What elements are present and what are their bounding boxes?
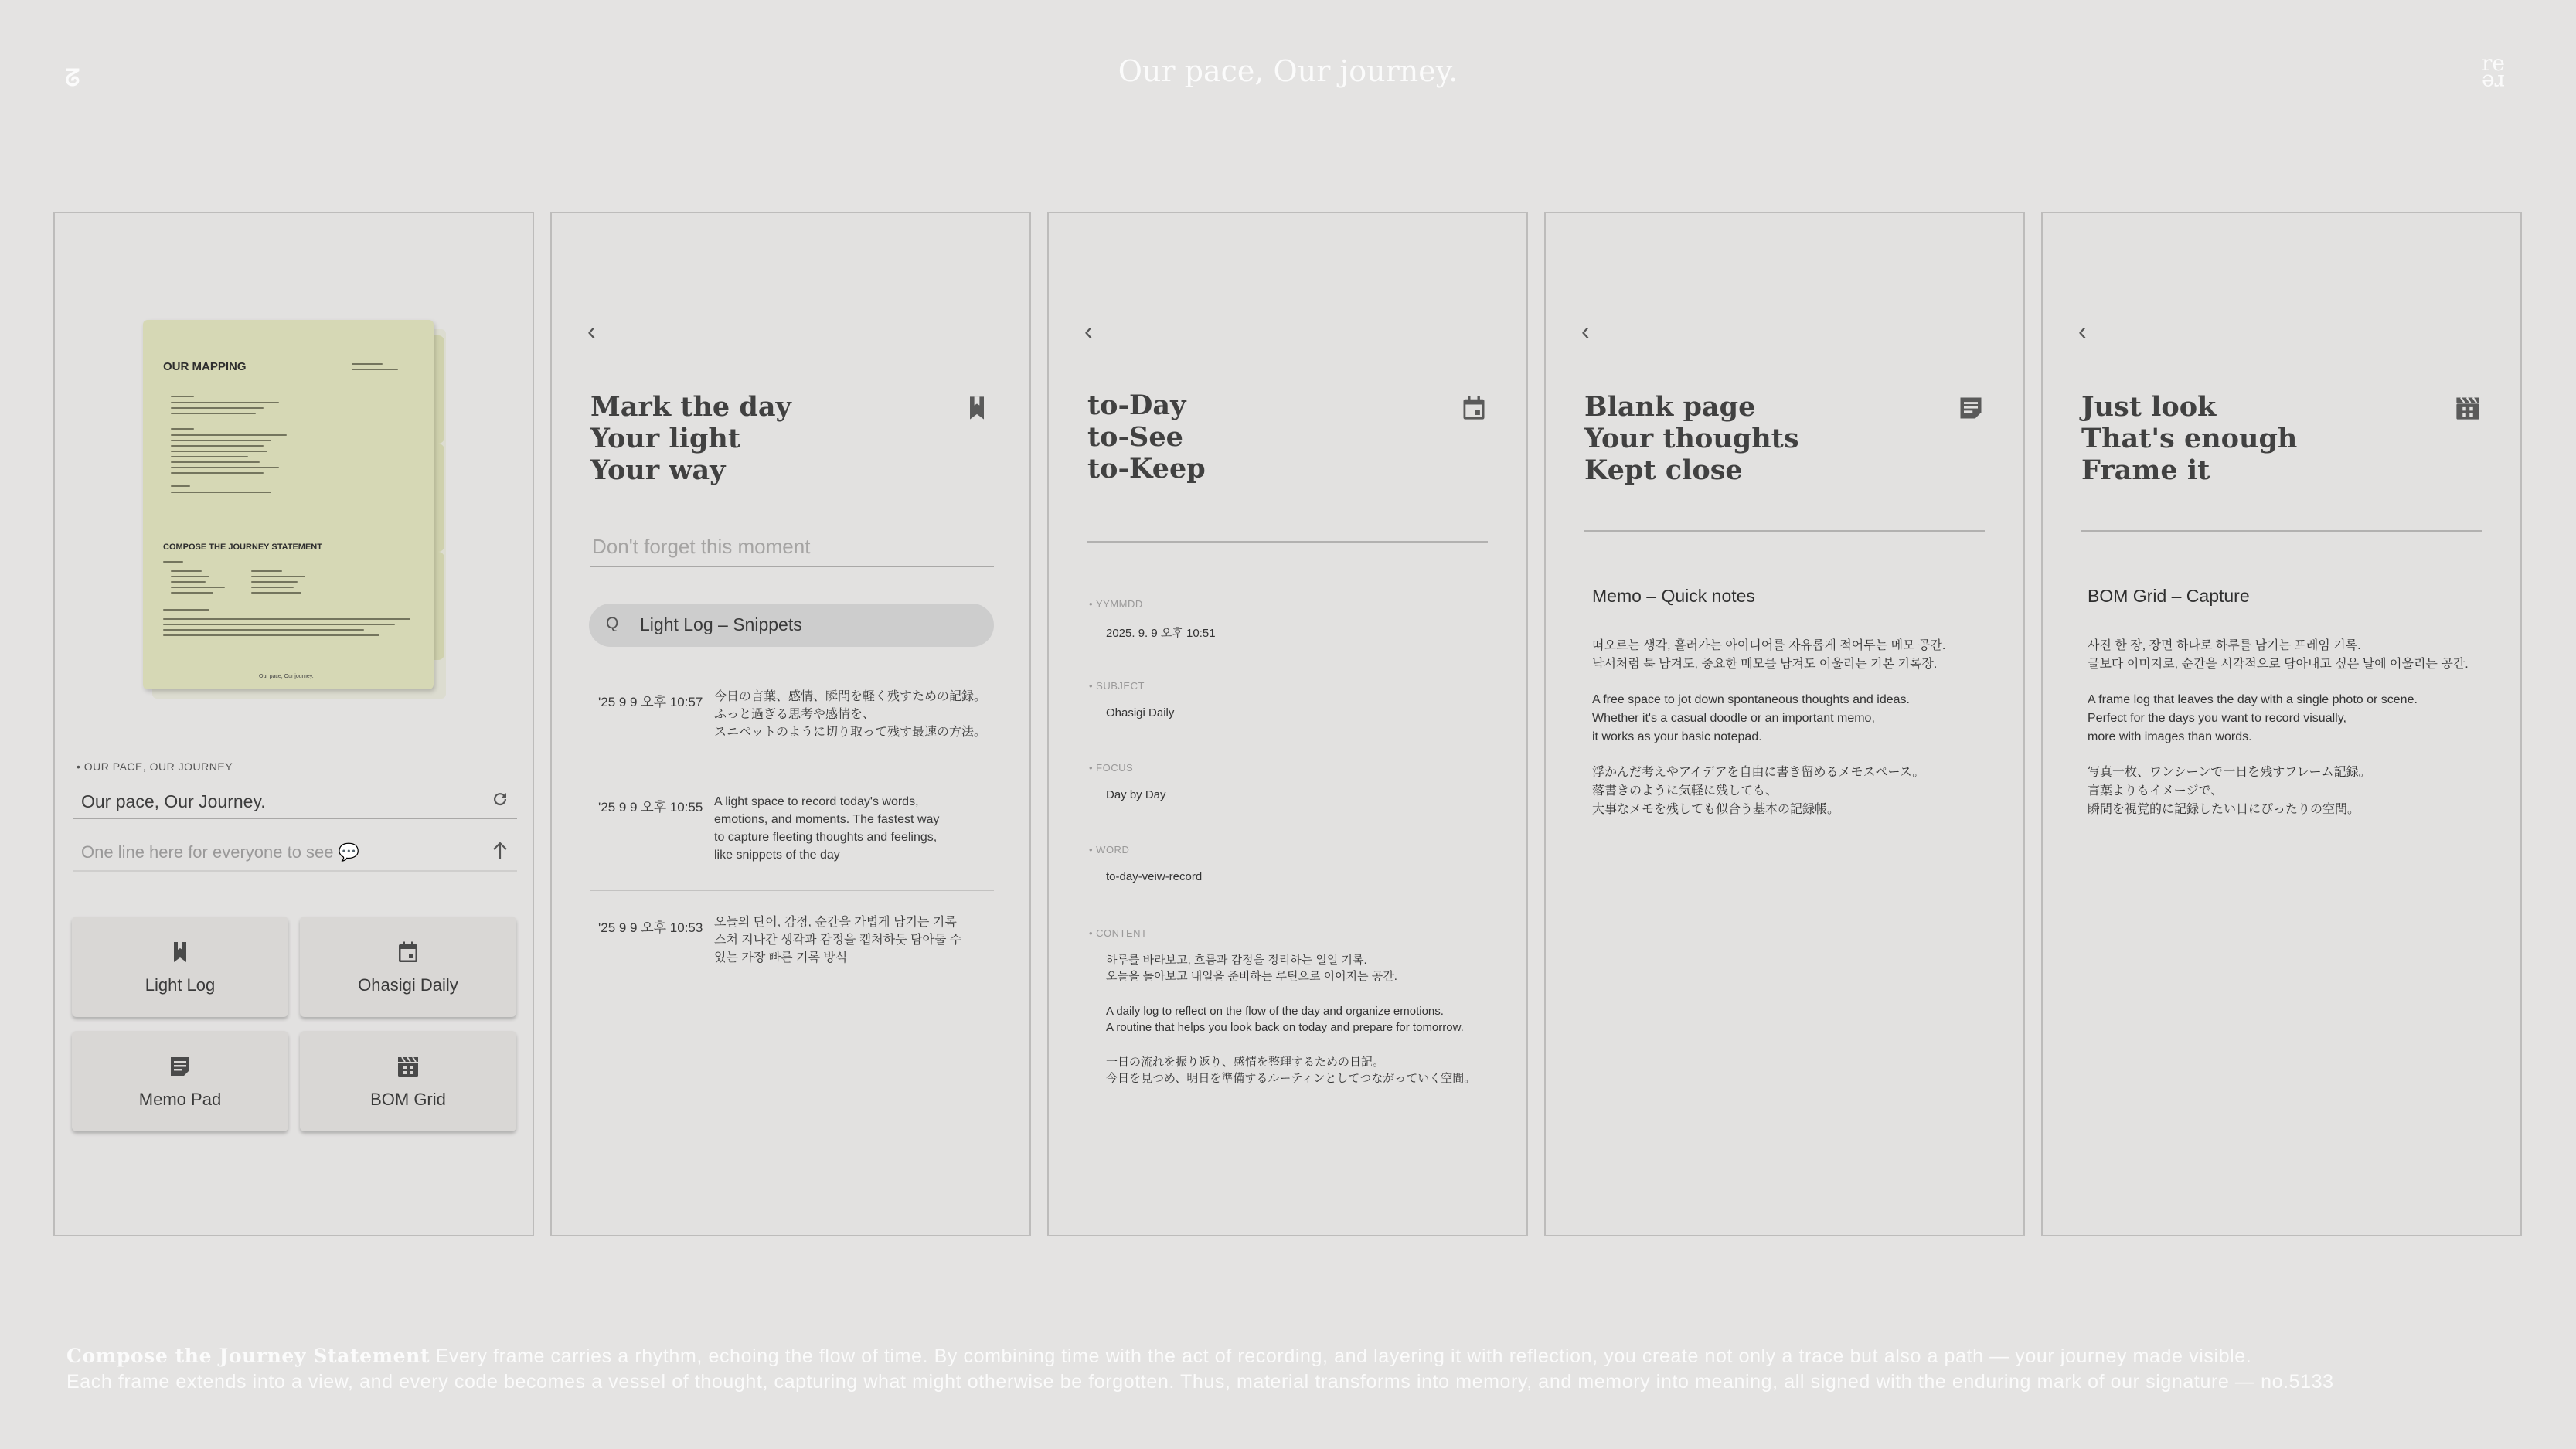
document-line: [171, 461, 260, 463]
description-paragraph: 浮かんだ考えやアイデアを自由に書き留めるメモスペース。 落書きのように気軽に残しても、 大事なメモを残しても似合う基本の記録帳。: [1592, 766, 1925, 816]
send-arrow-icon[interactable]: [491, 841, 509, 861]
field-value: to-day-veiw-record: [1106, 870, 1203, 883]
footer-line-1: Every frame carries a rhythm, echoing the flow of time. By combining time with the act of recording, and layering it with reflection, you create not only a trace but also a path — your journey made visible.: [430, 1345, 2252, 1367]
description-paragraph: 写真一枚、ワンシーンで一日を残すフレーム記録。 言葉よりもイメージで、 瞬間を視覚的に記録したい日にぴったりの空間。: [2088, 766, 2371, 816]
footer-title: Compose the Journey Statement: [66, 1345, 430, 1367]
document-tab: [434, 444, 444, 552]
document-line: [251, 576, 305, 577]
footer-line-2: Each frame extends into a view, and every code becomes a vessel of thought, capturing what might otherwise be forgotten. Thus, material transforms into memory, and memory into meaning, all signed with the enduring mark of our signature — no.5133: [66, 1371, 2334, 1393]
refresh-icon[interactable]: [491, 790, 509, 808]
tile-label: Memo Pad: [138, 1090, 222, 1109]
snippet-text: 오늘의 단어, 감정, 순간을 가볍게 남기는 기록 스쳐 지나간 생각과 감정을 캡처하듯 담아둘 수 있는 가장 빠른 기록 방식: [714, 916, 962, 964]
description-paragraph: 사진 한 장, 장면 하나로 하루를 남기는 프레임 기록. 글보다 이미지로, 순간을 시각적으로 담아내고 싶은 날에 어울리는 공간.: [2088, 639, 2469, 671]
logo-left[interactable]: ᘔ: [65, 65, 79, 92]
divider: [590, 890, 994, 891]
mapping-document-preview: [143, 320, 444, 699]
footer-statement: [66, 1343, 2334, 1395]
headline-line: to-See: [1087, 421, 1183, 453]
logo-right-top: re: [2482, 50, 2505, 76]
section-subhead: Memo – Quick notes: [1592, 586, 1755, 606]
field-key: • YYMMDD: [1089, 598, 1143, 610]
tile-label: Ohasigi Daily: [358, 975, 458, 995]
snippet-time: '25 9 9 오후 10:53: [598, 920, 703, 935]
document-footer: Our pace, Our journey.: [259, 674, 314, 679]
panel-ohasigi-daily: [1047, 212, 1528, 1236]
headline-line: Blank page: [1584, 391, 1756, 423]
description-paragraph: A frame log that leaves the day with a single photo or scene. Perfect for the days you want to record visually, more with images than words.: [2088, 693, 2418, 743]
panel-headline: [2081, 391, 2297, 486]
document-line: [163, 634, 379, 636]
tile-bom-grid[interactable]: [300, 1031, 516, 1131]
note-icon: [168, 1054, 192, 1079]
field-value: Ohasigi Daily: [1106, 706, 1175, 719]
content-paragraph: 하루를 바라보고, 흐름과 감정을 정리하는 일일 기록. 오늘을 돌아보고 내일을 준비하는 루틴으로 이어지는 공간.: [1106, 954, 1397, 983]
clapperboard-icon[interactable]: [2454, 394, 2482, 422]
divider: [2081, 530, 2482, 532]
panel-headline: [1087, 389, 1206, 485]
back-chevron-icon[interactable]: ‹: [587, 317, 596, 345]
headline-line: That's enough: [2081, 423, 2298, 454]
panel-light-log: [550, 212, 1031, 1236]
moment-placeholder: Don't forget this moment: [592, 535, 811, 558]
document-line: [171, 451, 267, 452]
document-line: [171, 445, 264, 447]
clapperboard-icon: [396, 1054, 420, 1079]
panel-memo-pad: [1544, 212, 2025, 1236]
section-label: • OUR PACE, OUR JOURNEY: [77, 760, 233, 773]
bookmark-icon[interactable]: [963, 394, 991, 422]
bookmark-icon: [168, 940, 192, 964]
document-line: [171, 456, 248, 457]
document-line: [163, 618, 410, 620]
document-line: [163, 561, 183, 563]
document-line: [251, 587, 294, 588]
field-key: • FOCUS: [1089, 762, 1133, 774]
moment-input[interactable]: [590, 530, 994, 567]
field-value: Day by Day: [1106, 788, 1166, 801]
document-subtitle: COMPOSE THE JOURNEY STATEMENT: [163, 543, 322, 552]
headline-line: to-Day: [1087, 389, 1186, 421]
document-line: [251, 570, 282, 572]
content-paragraph: 一日の流れを振り返り、感情を整理するための日記。 今日を見つめ、明日を準備するルーティンとしてつながっていく空間。: [1106, 1056, 1476, 1085]
panel-home: [53, 212, 534, 1236]
logo-right-bottom: re: [2482, 70, 2505, 95]
headline-line: Frame it: [2081, 454, 2210, 486]
snippet-text: A light space to record today's words, emotions, and moments. The fastest way to capture fleeting thoughts and feelings, like snippets of the day: [714, 795, 940, 862]
journey-title-input[interactable]: [73, 781, 517, 819]
document-line: [171, 407, 264, 409]
document-tab: [434, 335, 444, 444]
calendar-icon[interactable]: [1460, 394, 1488, 422]
document-line: [171, 576, 209, 577]
document-line: [171, 413, 256, 414]
snippet-text: 今日の言葉、感情、瞬間を軽く残すための記録。 ふっと過ぎる思考や感情を、 スニペットのように切り取って残す最速の方法。: [714, 690, 987, 739]
section-subhead: BOM Grid – Capture: [2088, 586, 2250, 606]
document-line: [171, 396, 194, 397]
headline-line: Mark the day: [590, 391, 791, 423]
document-tab: [434, 552, 444, 660]
back-chevron-icon[interactable]: ‹: [1581, 317, 1590, 345]
snippets-search[interactable]: [589, 604, 994, 647]
content-paragraph: A daily log to reflect on the flow of the day and organize emotions. A routine that helps you look back on today and prepare for tomorrow.: [1106, 1005, 1464, 1034]
description-paragraph: A free space to jot down spontaneous thoughts and ideas. Whether it's a casual doodle or an important memo, it works as your basic notepad.: [1592, 693, 1910, 743]
headline-line: Your thoughts: [1584, 423, 1799, 454]
document-line: [171, 428, 194, 430]
description-paragraph: 떠오르는 생각, 흘러가는 아이디어를 자유롭게 적어두는 메모 공간. 낙서처럼 툭 남겨도, 중요한 메모를 남겨도 어울리는 기본 기록장.: [1592, 639, 1946, 671]
panel-bom-grid: [2041, 212, 2522, 1236]
tile-label: BOM Grid: [370, 1090, 446, 1109]
field-value: 2025. 9. 9 오후 10:51: [1106, 627, 1216, 640]
document-line: [171, 592, 213, 594]
document-line: [171, 402, 279, 403]
comment-placeholder: One line here for everyone to see 💬: [81, 842, 360, 862]
comment-input[interactable]: [73, 832, 517, 872]
tile-light-log[interactable]: [72, 917, 288, 1017]
document-line: [163, 624, 395, 625]
document-line: [171, 492, 271, 493]
divider: [1087, 541, 1488, 543]
headline-line: to-Keep: [1087, 453, 1206, 485]
snippet-time: '25 9 9 오후 10:55: [598, 800, 703, 815]
headline-line: Your light: [590, 423, 741, 454]
back-chevron-icon[interactable]: ‹: [1084, 317, 1093, 345]
field-key: • WORD: [1089, 844, 1129, 855]
document-line: [171, 587, 225, 588]
headline-line: Kept close: [1584, 454, 1743, 486]
document-line: [171, 485, 190, 487]
document-line: [171, 570, 202, 572]
document-line: [251, 581, 298, 583]
document-sheet: [143, 320, 434, 689]
panel-headline: [1584, 391, 1799, 486]
search-icon: Q: [606, 614, 619, 632]
tile-memo-pad[interactable]: [72, 1031, 288, 1131]
page-title: Our pace, Our journey.: [1118, 54, 1458, 88]
divider: [1584, 530, 1985, 532]
logo-right[interactable]: [2476, 50, 2510, 95]
field-key: • CONTENT: [1089, 927, 1148, 939]
back-chevron-icon[interactable]: ‹: [2078, 317, 2087, 345]
document-line: [171, 434, 287, 436]
document-line: [251, 592, 301, 594]
headline-line: Your way: [590, 454, 726, 486]
snippet-time: '25 9 9 오후 10:57: [598, 695, 703, 709]
tile-ohasigi-daily[interactable]: [300, 917, 516, 1017]
document-line: [171, 472, 264, 474]
calendar-icon: [396, 940, 420, 964]
document-line: [163, 629, 364, 631]
tile-label: Light Log: [145, 975, 216, 995]
document-line: [171, 581, 206, 583]
document-title: OUR MAPPING: [163, 360, 247, 373]
field-key: • SUBJECT: [1089, 680, 1145, 692]
panel-headline: [590, 391, 791, 486]
note-icon[interactable]: [1957, 394, 1985, 422]
document-line: [171, 467, 279, 468]
document-line: [171, 440, 271, 441]
headline-line: Just look: [2081, 391, 2217, 423]
document-meta: [352, 363, 406, 374]
document-line: [163, 609, 209, 611]
journey-title-value: Our pace, Our Journey.: [81, 791, 266, 811]
snippets-label: Light Log – Snippets: [640, 614, 802, 634]
